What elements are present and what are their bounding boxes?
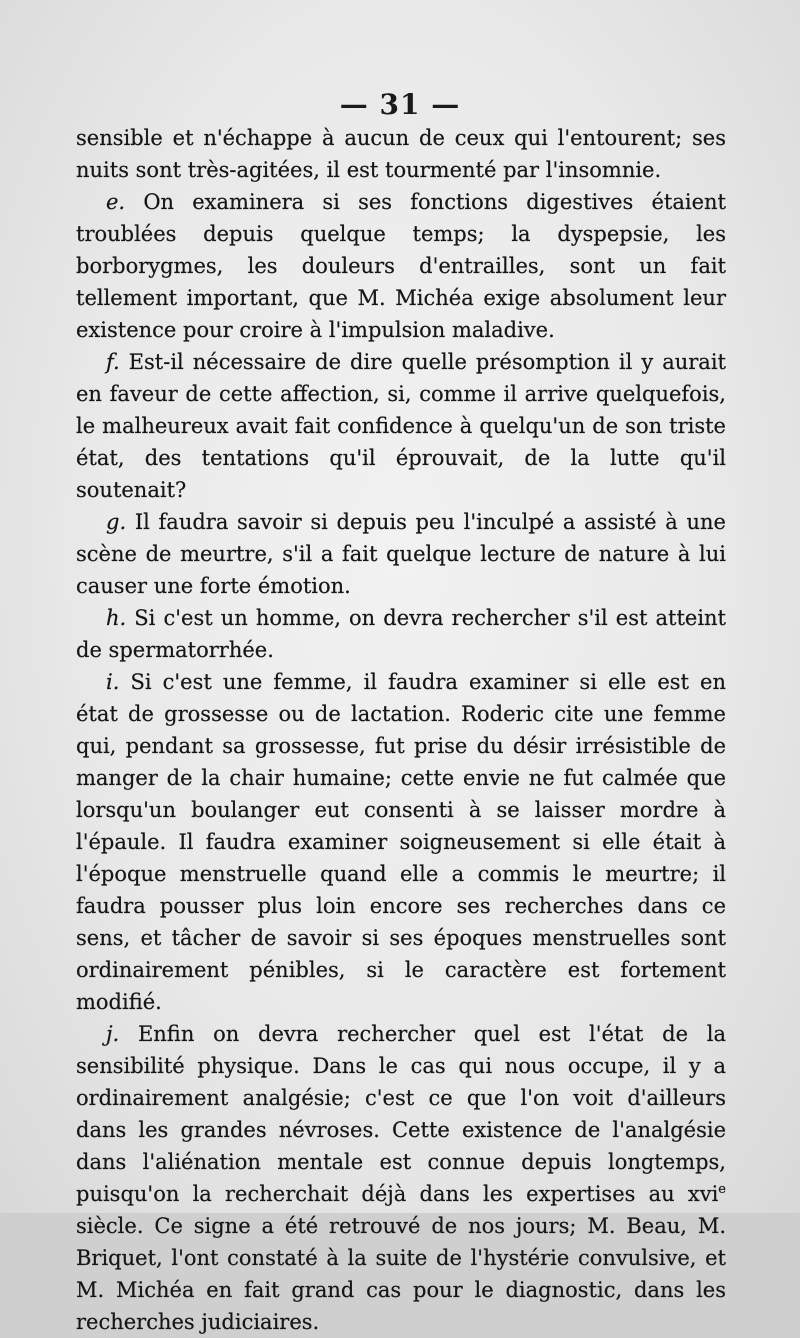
- paragraph-text: Est-il nécessaire de dire quelle présomption il y aurait en faveur de cette affection, si, comme il arrive quelquefois, le malheureux avait fait confidence à quelqu'un de son triste état, des tentations qu'il éprouvait, de la lutte qu'il soutenait?: [76, 350, 726, 502]
- page-number: — 31 —: [339, 88, 461, 121]
- paragraph-text: On examinera si ses fonctions digestives étaient troublées depuis quelque temps; la dyspepsie, les borborygmes, les douleurs d'entrailles, sont un fait tellement important, que M. Michéa exige absolument leur existence pour croire à l'impulsion maladive.: [76, 190, 726, 342]
- paragraph-marker: j.: [106, 1022, 120, 1046]
- paragraph-j: [76, 1018, 726, 1338]
- paragraph-marker: g.: [106, 510, 127, 534]
- body-text: [76, 122, 726, 1338]
- paragraph-g: [76, 506, 726, 602]
- paragraph-h: [76, 602, 726, 666]
- paragraph-marker: e.: [106, 190, 126, 214]
- paragraph-e: [76, 186, 726, 346]
- paragraph-i: [76, 666, 726, 1018]
- paragraph-text: sensible et n'échappe à aucun de ceux qui l'entourent; ses nuits sont très-agitées, il est tourmenté par l'insomnie.: [76, 126, 726, 182]
- paragraph-text: Il faudra savoir si depuis peu l'inculpé a assisté à une scène de meurtre, s'il a fait quelque lecture de nature à lui causer une forte émotion.: [76, 510, 726, 598]
- paragraph-marker: i.: [106, 670, 120, 694]
- paragraph-f: [76, 346, 726, 506]
- century-superscript: e: [718, 1182, 726, 1197]
- paragraph-continuation: [76, 122, 726, 186]
- paragraph-text: Si c'est un homme, on devra rechercher s'il est atteint de spermatorrhée.: [76, 606, 726, 662]
- paragraph-text: Si c'est une femme, il faudra examiner si elle est en état de grossesse ou de lactation. Roderic cite une femme qui, pendant sa grossesse, fut prise du désir irrésistible de manger de la chair humaine; cette envie ne fut calmée que lorsqu'un boulanger eut consenti à se laisser mordre à l'épaule. Il faudra examiner soigneusement si elle était à l'époque menstruelle quand elle a commis le meurtre; il faudra pousser plus loin encore ses recherches dans ce sens, et tâcher de savoir si ses époques menstruelles sont ordinairement pénibles, si le caractère est fortement modifié.: [76, 670, 726, 1014]
- paragraph-text-continued: siècle. Ce signe a été retrouvé de nos jours; M. Beau, M. Briquet, l'ont constaté à la suite de l'hystérie convulsive, et M. Michéa en fait grand cas pour le diagnostic, dans les recherches judiciaires.: [76, 1214, 726, 1334]
- paragraph-text: Enfin on devra rechercher quel est l'état de la sensibilité physique. Dans le cas qui nous occupe, il y a ordinairement analgésie; c'est ce que l'on voit d'ailleurs dans les grandes névroses. Cette existence de l'analgésie dans l'aliénation mentale est connue depuis longtemps, puisqu'on la recherchait déjà dans les expertises au xvi: [76, 1022, 726, 1206]
- paragraph-marker: f.: [106, 350, 120, 374]
- paragraph-marker: h.: [106, 606, 127, 630]
